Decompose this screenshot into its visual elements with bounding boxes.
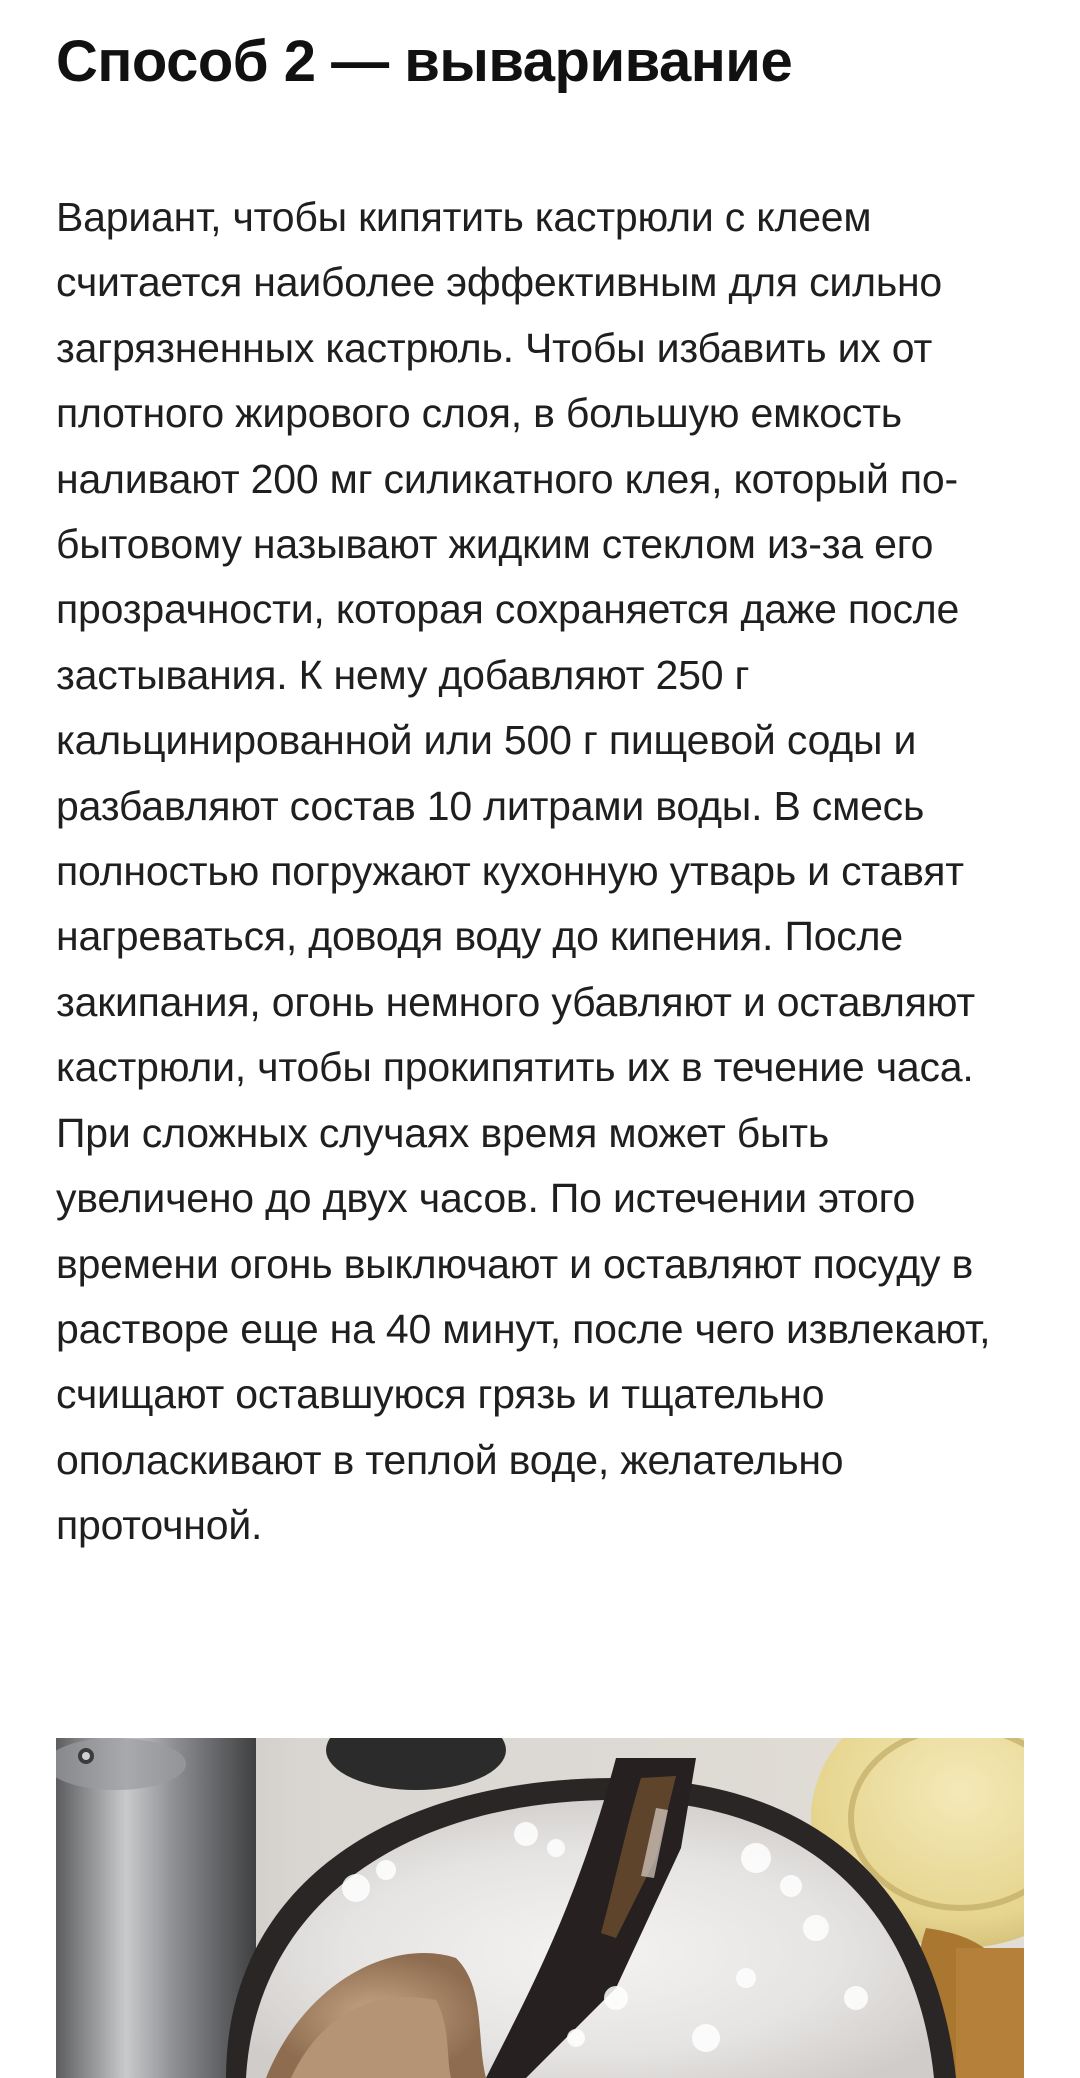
boiling-pot-photo bbox=[56, 1738, 1024, 2078]
article-paragraph: Вариант, чтобы кипятить кастрюли с клеем считается наиболее эффективным для сильно загрязненных кастрюль. Чтобы избавить их от плотного жирового слоя, в большую емкость наливают 200 мг силикатного клея, который по-бытовому называют жидким стеклом из-за его прозрачности, которая сохраняется даже после застывания. К нему добавляют 250 г кальцинированной или 500 г пищевой соды и разбавляют состав 10 литрами воды. В смесь полностью погружают кухонную утварь и ставят нагреваться, доводя воду до кипения. После закипания, огонь немного убавляют и оставляют кастрюли, чтобы прокипятить их в течение часа. При сложных случаях время может быть увеличено до двух часов. По истечении этого времени огонь выключают и оставляют посуду в растворе еще на 40 минут, после чего извлекают, счищают оставшуюся грязь и тщательно ополаскивают в теплой воде, желательно проточной. bbox=[56, 194, 991, 1549]
article bbox=[56, 0, 1031, 1559]
section-heading: Способ 2 — вываривание bbox=[56, 29, 793, 94]
boiling-pot-illustration bbox=[56, 1738, 1024, 2078]
